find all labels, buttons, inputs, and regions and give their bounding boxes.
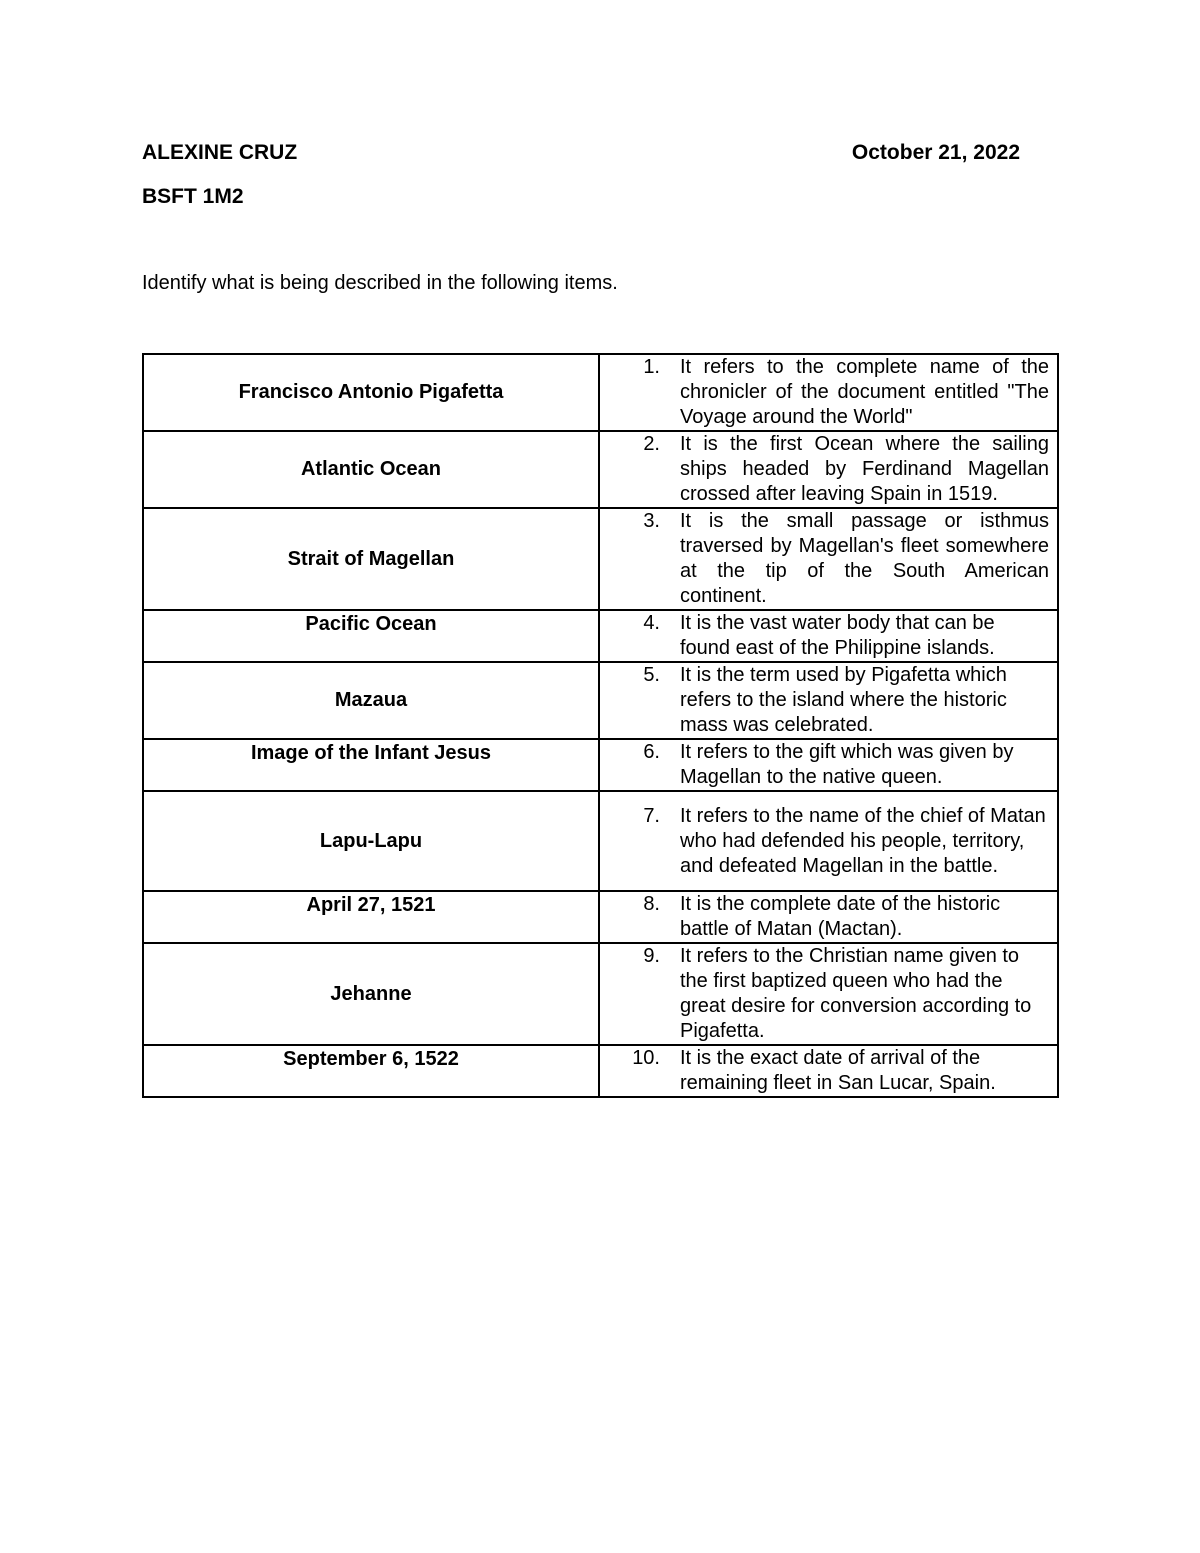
item-description: It refers to the Christian name given to the first baptized queen who had the great desire for conversion according to Pigafetta. xyxy=(680,945,1032,1042)
document-date: October 21, 2022 xyxy=(851,141,1020,164)
item-number: 6. xyxy=(643,741,660,763)
answer-cell: Jehanne xyxy=(143,943,599,1045)
table-row xyxy=(143,431,1058,508)
answer-table xyxy=(142,353,1059,1098)
item-description: It refers to the name of the chief of Matan who had defended his people, territory, and defeated Magellan in the battle. xyxy=(680,804,1046,877)
answer-cell: Atlantic Ocean xyxy=(143,431,599,508)
answer-cell: April 27, 1521 xyxy=(143,891,599,943)
item-number: 1. xyxy=(643,356,660,378)
item-description: It is the exact date of arrival of the remaining fleet in San Lucar, Spain. xyxy=(680,1047,996,1094)
item-number: 5. xyxy=(643,664,660,686)
item-description: It refers to the gift which was given by Magellan to the native queen. xyxy=(680,741,1014,788)
item-number: 8. xyxy=(643,893,660,915)
item-description: It is the first Ocean where the sailing ships headed by Ferdinand Magellan crossed after leaving Spain in 1519. xyxy=(680,433,1049,505)
table-row xyxy=(143,739,1058,791)
item-description: It is the term used by Pigafetta which refers to the island where the historic mass was celebrated. xyxy=(680,664,1007,736)
table-row xyxy=(143,791,1058,891)
student-name: ALEXINE CRUZ xyxy=(142,141,298,164)
table-row xyxy=(143,662,1058,739)
instructions: Identify what is being described in the following items. xyxy=(142,272,618,294)
item-number: 9. xyxy=(643,945,660,967)
answer-cell: Pacific Ocean xyxy=(143,610,599,662)
table-row xyxy=(143,943,1058,1045)
table-row xyxy=(143,1045,1058,1097)
item-number: 4. xyxy=(643,612,660,634)
item-description: It is the complete date of the historic battle of Matan (Mactan). xyxy=(680,893,1001,940)
table-row xyxy=(143,891,1058,943)
item-number: 2. xyxy=(643,433,660,455)
table-row xyxy=(143,354,1058,431)
answer-cell: Lapu-Lapu xyxy=(143,791,599,891)
answer-cell: September 6, 1522 xyxy=(143,1045,599,1097)
item-number: 3. xyxy=(643,510,660,532)
answer-cell: Francisco Antonio Pigafetta xyxy=(143,354,599,431)
item-description: It is the small passage or isthmus traversed by Magellan's fleet somewhere at the tip of the South American continent. xyxy=(680,510,1049,607)
item-number: 7. xyxy=(643,804,660,827)
table-row xyxy=(143,610,1058,662)
item-description: It is the vast water body that can be found east of the Philippine islands. xyxy=(680,612,995,659)
answer-cell: Image of the Infant Jesus xyxy=(143,739,599,791)
course-section: BSFT 1M2 xyxy=(142,185,244,208)
table-row xyxy=(143,508,1058,610)
answer-cell: Strait of Magellan xyxy=(143,508,599,610)
answer-cell: Mazaua xyxy=(143,662,599,739)
item-description: It refers to the complete name of the chronicler of the document entitled "The Voyage around the World" xyxy=(680,356,1049,428)
item-number: 10. xyxy=(632,1047,660,1069)
